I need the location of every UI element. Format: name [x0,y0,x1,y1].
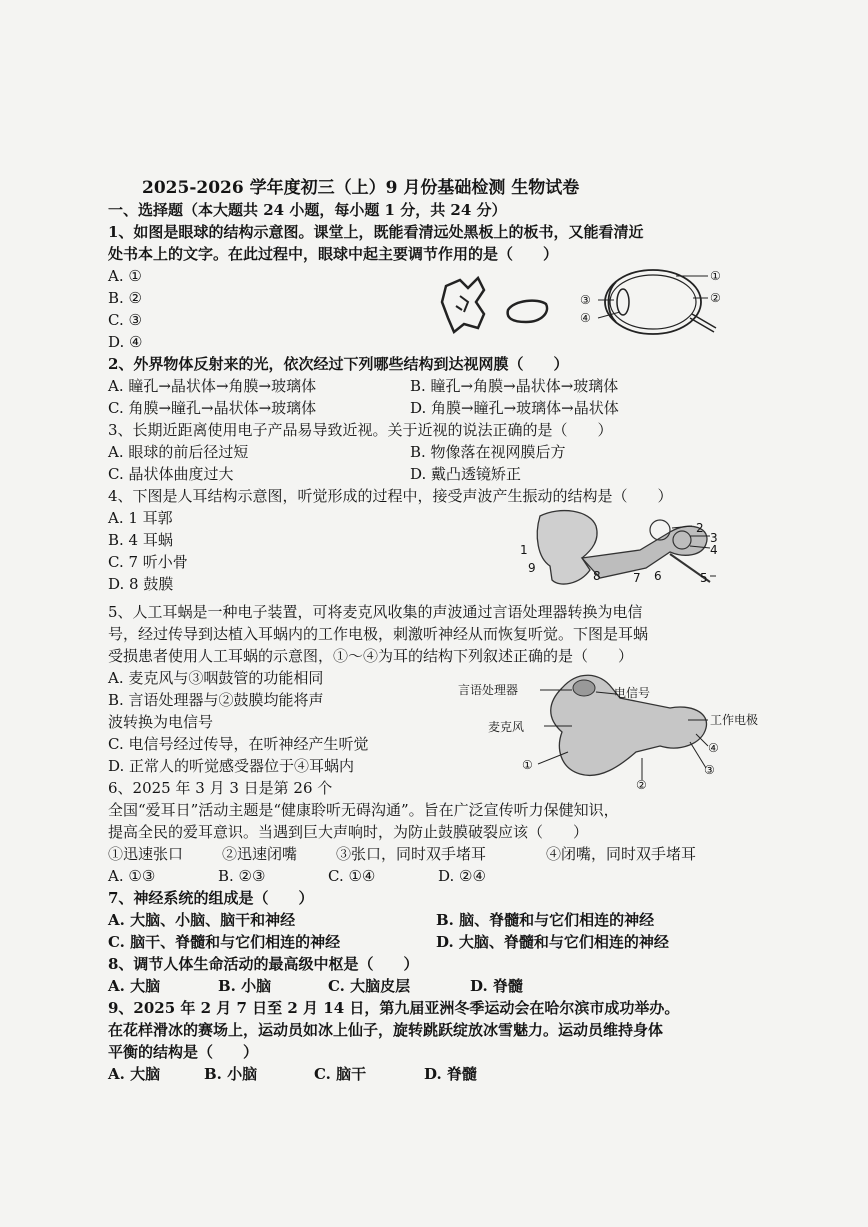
q4-option-a: A. 1 耳郭 [108,509,173,527]
q8-option-c: C. 大脑皮层 [328,977,411,995]
q9-option-a: A. 大脑 [108,1065,161,1083]
q6-stem-line1: 6、2025 年 3 月 3 日是第 26 个 [108,779,333,797]
ear-label-8: 8 [593,569,601,583]
ear-label-4: 4 [710,543,718,557]
q2-stem: 2、外界物体反射来的光，依次经过下列哪些结构到达视网膜（ ） [108,355,569,373]
q3-option-d: D. 戴凸透镜矫正 [410,465,522,483]
q6-option-d: D. ②④ [438,867,486,885]
ear-label-9: 9 [528,561,536,575]
implant-label-3: ③ [704,763,715,777]
q8-option-d: D. 脊髓 [470,977,523,995]
q7-stem: 7、神经系统的组成是（ ） [108,889,314,907]
implant-label-signal: 电信号 [614,686,651,700]
eye-label-1: ① [710,269,721,283]
q9-stem-line2: 在花样滑冰的赛场上，运动员如冰上仙子，旋转跳跃绽放冰雪魅力。运动员维持身体 [108,1021,664,1039]
q8-option-b: B. 小脑 [218,977,272,995]
q5-option-a: A. 麦克风与③咽鼓管的功能相同 [108,669,324,687]
q9-stem-line3: 平衡的结构是（ ） [108,1043,259,1061]
eye-label-4: ④ [580,311,591,325]
q4-stem: 4、下图是人耳结构示意图，听觉形成的过程中，接受声波产生振动的结构是（ ） [108,487,673,505]
q7-option-a: A. 大脑、小脑、脑干和神经 [108,911,296,929]
eye-label-2: ② [710,291,721,305]
q3-stem: 3、长期近距离使用电子产品易导致近视。关于近视的说法正确的是（ ） [108,421,613,439]
implant-label-2: ② [636,778,647,792]
q2-option-b: B. 瞳孔→角膜→晶状体→玻璃体 [410,377,619,395]
q1-stem-line1: 1、如图是眼球的结构示意图。课堂上，既能看清远处黑板上的板书，又能看清近 [108,223,644,241]
q4-option-b: B. 4 耳蜗 [108,531,173,549]
q9-option-b: B. 小脑 [204,1065,258,1083]
q7-option-c: C. 脑干、脊髓和与它们相连的神经 [108,933,341,951]
ear-label-5: 5 [700,571,708,585]
q3-option-c: C. 晶状体曲度过大 [108,465,234,483]
q5-stem-line2: 号，经过传导到达植入耳蜗内的工作电极，刺激听神经从而恢复听觉。下图是耳蜗 [108,625,649,643]
q9-stem-line1: 9、2025 年 2 月 7 日至 2 月 14 日，第九届亚洲冬季运动会在哈尔滨市成功举办。 [108,999,680,1017]
ear-structure-diagram [520,506,730,590]
q6-option-b: B. ②③ [218,867,266,885]
q6-choice-2: ②迅速闭嘴 [222,845,298,863]
q6-option-c: C. ①④ [328,867,376,885]
ear-label-1: 1 [520,543,528,557]
q4-option-d: D. 8 鼓膜 [108,575,174,593]
q4-option-c: C. 7 听小骨 [108,553,188,571]
exam-title: 2025-2026 学年度初三（上）9 月份基础检测 生物试卷 [142,178,580,198]
q5-option-d: D. 正常人的听觉感受器位于④耳蜗内 [108,757,355,775]
q9-option-c: C. 脑干 [314,1065,367,1083]
ear-label-6: 6 [654,569,662,583]
q5-option-b-line2: 波转换为电信号 [108,713,214,731]
q6-stem-line2: 全国“爱耳日”活动主题是“健康聆听无碍沟通”。旨在广泛宣传听力保健知识， [108,801,619,819]
q5-option-c: C. 电信号经过传导，在听神经产生听觉 [108,735,369,753]
q6-choice-1: ①迅速张口 [108,845,184,863]
q1-option-d: D. ④ [108,333,143,351]
q5-option-b-line1: B. 言语处理器与②鼓膜均能将声 [108,691,324,709]
implant-label-electrode: 工作电极 [710,713,759,727]
q8-option-a: A. 大脑 [108,977,161,995]
q6-choice-3: ③张口，同时双手堵耳 [336,845,487,863]
q1-stem-line2: 处书本上的文字。在此过程中，眼球中起主要调节作用的是（ ） [108,245,559,263]
q2-option-d: D. 角膜→瞳孔→玻璃体→晶状体 [410,399,619,417]
q1-option-b: B. ② [108,289,143,307]
q3-option-b: B. 物像落在视网膜后方 [410,443,566,461]
q6-choice-4: ④闭嘴，同时双手堵耳 [546,845,697,863]
q1-option-a: A. ① [108,267,142,285]
ear-label-7: 7 [633,571,641,585]
implant-label-4: ④ [708,741,719,755]
implant-label-mic: 麦克风 [488,720,525,734]
q1-option-c: C. ③ [108,311,142,329]
q2-option-a: A. 瞳孔→晶状体→角膜→玻璃体 [108,377,317,395]
q6-stem-line3: 提高全民的爱耳意识。当遇到巨大声响时，为防止鼓膜破裂应该（ ） [108,823,589,841]
ear-label-3: 3 [710,531,718,545]
implant-label-processor: 言语处理器 [458,683,519,697]
q8-stem: 8、调节人体生命活动的最高级中枢是（ ） [108,955,419,973]
eye-label-3: ③ [580,293,591,307]
ear-label-2: 2 [696,521,704,535]
q2-option-c: C. 角膜→瞳孔→晶状体→玻璃体 [108,399,317,417]
q7-option-b: B. 脑、脊髓和与它们相连的神经 [436,911,655,929]
implant-label-1: ① [522,758,533,772]
q9-option-d: D. 脊髓 [424,1065,477,1083]
q3-option-a: A. 眼球的前后径过短 [108,443,249,461]
q5-stem-line1: 5、人工耳蜗是一种电子装置，可将麦克风收集的声波通过言语处理器转换为电信 [108,603,643,621]
q6-option-a: A. ①③ [108,867,156,885]
q7-option-d: D. 大脑、脊髓和与它们相连的神经 [436,933,669,951]
section-heading: 一、选择题（本大题共 24 小题，每小题 1 分，共 24 分） [108,201,507,219]
q5-stem-line3: 受损患者使用人工耳蜗的示意图，①～④为耳的结构下列叙述正确的是（ ） [108,647,634,665]
